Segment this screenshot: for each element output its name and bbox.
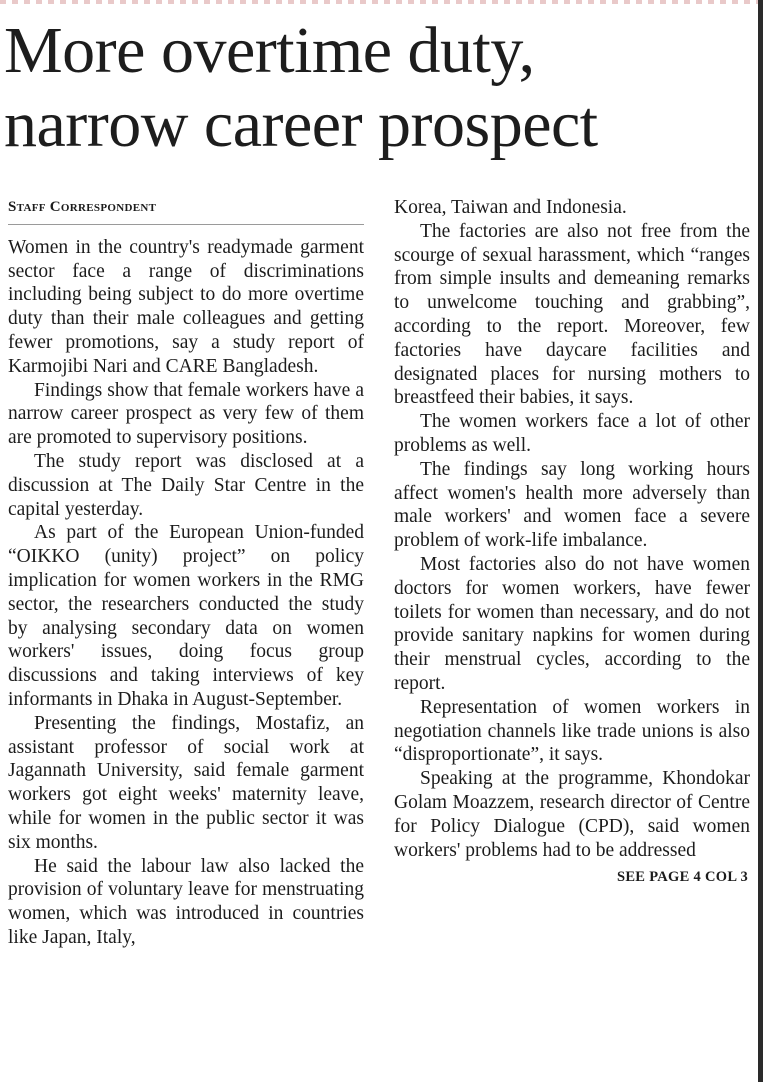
paragraph: Women in the country's readymade garment sector face a range of discriminations including being subject to do more overtime duty than their male colleagues and getting fewer promotions, say a study report of Karmojibi Nari and CARE Bangladesh. [8,236,364,377]
paragraph: Most factories also do not have women doctors for women workers, have fewer toilets for women than necessary, and do not provide sanitary napkins for women during their menstrual cycles, according to the report. [394,553,750,694]
paragraph: Representation of women workers in negotiation channels like trade unions is also “disproportionate”, it says. [394,696,750,766]
paragraph: The findings say long working hours affect women's health more adversely than male workers' and women face a severe problem of work-life imbalance. [394,458,750,552]
byline: Staff Correspondent [8,196,364,225]
paragraph: The factories are also not free from the scourge of sexual harassment, which “ranges from simple insults and demeaning remarks to unwelcome touching and grabbing”, according to the report. Moreover, few factories have daycare facilities and designated places for nursing mothers to breastfeed their babies, it says. [394,220,750,409]
page-edge [758,0,763,1082]
paragraph: The women workers face a lot of other problems as well. [394,411,750,456]
paragraph: Presenting the findings, Mostafiz, an assistant professor of social work at Jagannath University, said female garment workers got eight weeks' maternity leave, while for women in the public sector it was six months. [8,712,364,853]
headline [4,14,756,162]
headline-line-2: narrow career prospect [4,88,598,161]
paragraph: He said the labour law also lacked the provision of voluntary leave for menstruating women, which was introduced in countries like Japan, Italy, [8,855,364,948]
paragraph-continued: Korea, Taiwan and Indonesia. [394,197,627,218]
paragraph: The study report was disclosed at a discussion at The Daily Star Centre in the capital yesterday. [8,450,364,520]
paragraph: Speaking at the programme, Khondokar Golam Moazzem, research director of Centre for Policy Dialogue (CPD), said women workers' problems had to be addressed [394,768,750,861]
paragraph: As part of the European Union-funded “OIKKO (unity) project” on policy implication for women workers in the RMG sector, the researchers conducted the study by analysing secondary data on women workers' issues, doing focus group discussions and taking interviews of key informants in Dhaka in August-September. [8,522,364,710]
left-column [8,196,364,950]
top-border-strip [0,0,763,4]
right-column [394,196,750,890]
continued-jump-line: SEE PAGE 4 COL 3 [616,869,748,886]
paragraph: Findings show that female workers have a narrow career prospect as very few of them are promoted to supervisory positions. [8,379,364,449]
headline-line-1: More overtime duty, [4,14,535,87]
